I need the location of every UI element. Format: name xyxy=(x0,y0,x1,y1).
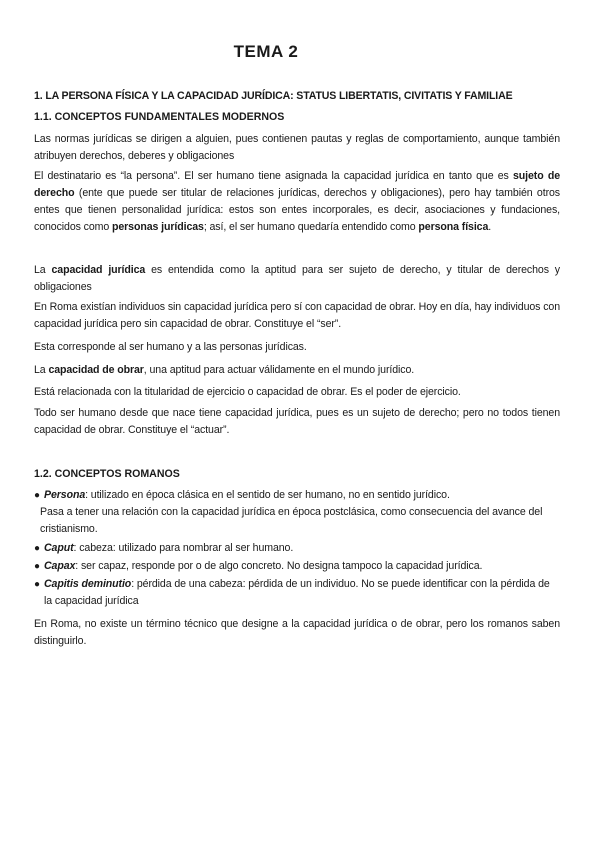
term-personas-juridicas: personas jurídicas xyxy=(112,221,204,233)
list-item-persona: ● Persona: utilizado en época clásica en el sentido de ser humano, no en sentido jurídico. Pasa a tener una relación con la capacidad jurídica en época postclásica, como consecuencia del avance del cristianismo. xyxy=(34,489,543,535)
paragraph-roma: En Roma existían individuos sin capacidad jurídica pero sí con capacidad de obrar. Hoy en día, hay individuos con capacidad jurídica pero sin capacidad de obrar. Constituye el “ser”. xyxy=(34,301,560,330)
term-capacidad-juridica: capacidad jurídica xyxy=(51,264,146,276)
section-1-heading: 1. LA PERSONA FÍSICA Y LA CAPACIDAD JURÍDICA: STATUS LIBERTATIS, CIVITATIS Y FAMILIAE xyxy=(34,90,513,102)
paragraph-normas: Las normas jurídicas se dirigen a alguien, pues contienen pautas y reglas de comportamiento, aunque también atribuyen derechos, deberes y obligaciones xyxy=(34,133,560,162)
term-capacidad-de-obrar: capacidad de obrar xyxy=(48,364,144,376)
bullet-icon: ● xyxy=(34,543,40,554)
paragraph-closing: En Roma, no existe un término técnico que designe a la capacidad jurídica o de obrar, pero los romanos saben distinguirlo. xyxy=(34,618,560,647)
list-item-caput: ● Caput: cabeza: utilizado para nombrar al ser humano. xyxy=(34,540,560,557)
paragraph-corresponde: Esta corresponde al ser humano y a las personas jurídicas. xyxy=(34,341,307,353)
paragraph-capacidad-obrar: La capacidad de obrar, una aptitud para actuar válidamente en el mundo jurídico. xyxy=(34,364,415,376)
bullet-icon: ● xyxy=(34,490,40,501)
list-item-capax: ● Capax: ser capaz, responde por o de algo concreto. No designa tampoco la capacidad jurídica. xyxy=(34,558,560,575)
paragraph-titularidad: Está relacionada con la titularidad de ejercicio o capacidad de obrar. Es el poder de ejercicio. xyxy=(34,386,461,398)
page-title: TEMA 2 xyxy=(233,42,299,61)
section-1-2-heading: 1.2. CONCEPTOS ROMANOS xyxy=(34,468,180,480)
paragraph-todo-ser-humano: Todo ser humano desde que nace tiene capacidad jurídica, pues es un sujeto de derecho; pero no todos tienen capacidad de obrar. Constituye el “actuar”. xyxy=(34,407,560,436)
paragraph-capacidad-juridica: La capacidad jurídica es entendida como la aptitud para ser sujeto de derecho, y titular de derechos y obligaciones xyxy=(34,264,560,293)
bullet-icon: ● xyxy=(34,561,40,572)
paragraph-destinatario: El destinatario es “la persona”. El ser humano tiene asignada la capacidad jurídica en tanto que es sujeto de derecho (ente que puede ser titular de relaciones jurídicas, derechos y obligaciones), pero hay también otros entes que tienen personalidad jurídica: estos son entes incorporales, es decir, asociaciones y fundaciones, conocidos como personas jurídicas; así, el ser humano quedaría entendido como persona física. xyxy=(34,170,560,233)
term-persona-fisica: persona física xyxy=(418,221,489,233)
bullet-icon: ● xyxy=(34,579,40,590)
list-item-capitis-deminutio: ● Capitis deminutio: pérdida de una cabeza: pérdida de un individuo. No se puede identificar con la pérdida de la capacidad jurídica xyxy=(34,578,550,607)
term-sujeto-de-derecho: sujeto de derecho xyxy=(34,170,560,199)
section-1-1-heading: 1.1. CONCEPTOS FUNDAMENTALES MODERNOS xyxy=(34,111,285,123)
